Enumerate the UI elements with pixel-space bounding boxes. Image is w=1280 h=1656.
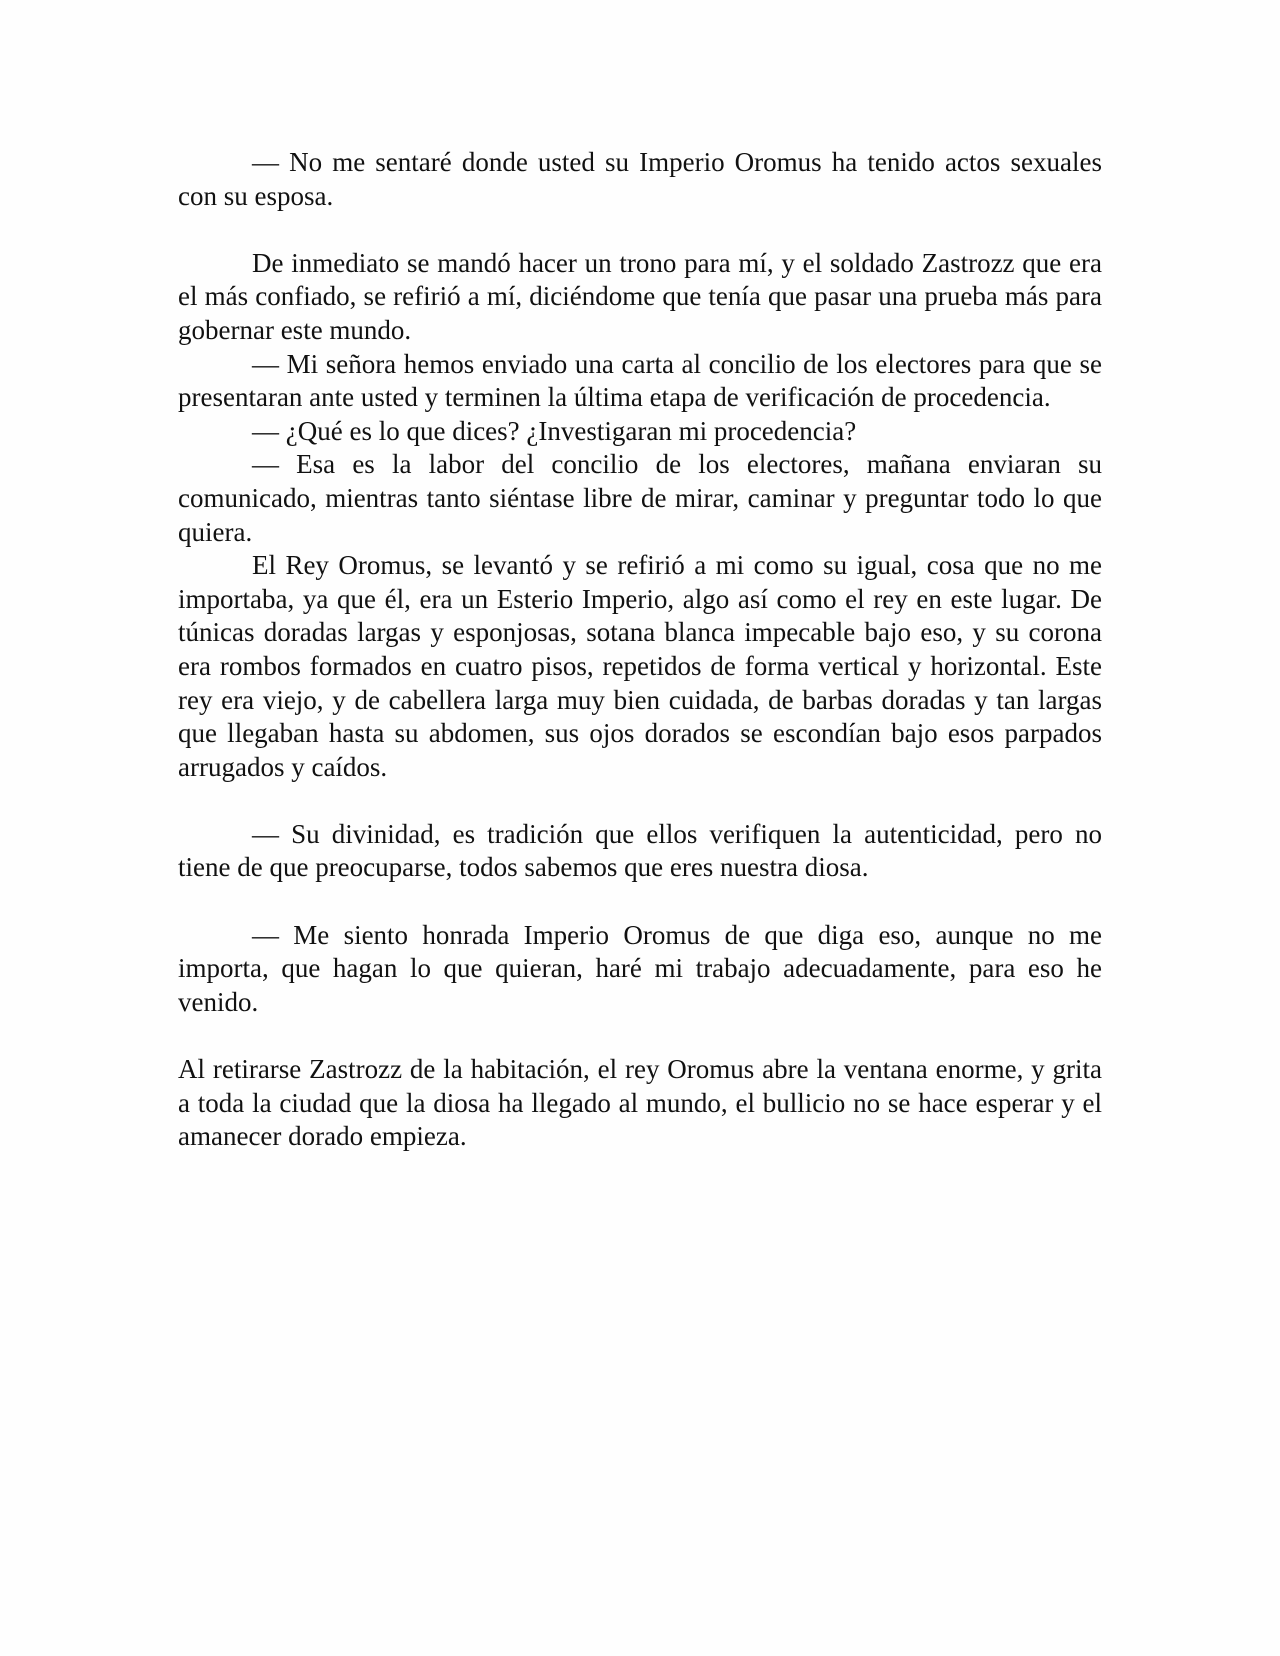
paragraph-dialogue-4: — Esa es la labor del concilio de los electores, mañana enviaran su comunicado, mientras tanto siéntase libre de mirar, caminar y preguntar todo lo que quiera. [178, 449, 1102, 547]
paragraph-narration-2: El Rey Oromus, se levantó y se refirió a mi como su igual, cosa que no me importaba, ya que él, era un Esterio Imperio, algo así como el rey en este lugar. De túnicas doradas largas y esponjosas, sotana blanca impecable bajo eso, y su corona era rombos formados en cuatro pisos, repetidos de forma vertical y horizontal. Este rey era viejo, y de cabellera larga muy bien cuidada, de barbas doradas y tan largas que llegaban hasta su abdomen, sus ojos dorados se escondían bajo esos parpados arrugados y caídos. [178, 550, 1102, 782]
paragraph-narration-1: De inmediato se mandó hacer un trono para mí, y el soldado Zastrozz que era el más confiado, se refirió a mí, diciéndome que tenía que pasar una prueba más para gobernar este mundo. [178, 247, 1102, 345]
paragraph-dialogue-3: — ¿Qué es lo que dices? ¿Investigaran mi procedencia? [252, 415, 857, 446]
paragraph-dialogue-5: — Su divinidad, es tradición que ellos verifiquen la autenticidad, pero no tiene de que preocuparse, todos sabemos que eres nuestra diosa. [178, 818, 1102, 883]
paragraph-dialogue-1: — No me sentaré donde usted su Imperio Oromus ha tenido actos sexuales con su esposa. [178, 147, 1102, 211]
paragraph-narration-3: Al retirarse Zastrozz de la habitación, el rey Oromus abre la ventana enorme, y grita a toda la ciudad que la diosa ha llegado al mundo, el bullicio no se hace esperar y el amanecer dorado empieza. [178, 1054, 1102, 1152]
body-text [178, 146, 1102, 1154]
paragraph-dialogue-2: — Mi señora hemos enviado una carta al concilio de los electores para que se presentaran ante usted y terminen la última etapa de verificación de procedencia. [178, 348, 1102, 413]
paragraph-dialogue-6: — Me siento honrada Imperio Oromus de que diga eso, aunque no me importa, que hagan lo que quieran, haré mi trabajo adecuadamente, para eso he venido. [178, 919, 1102, 1017]
